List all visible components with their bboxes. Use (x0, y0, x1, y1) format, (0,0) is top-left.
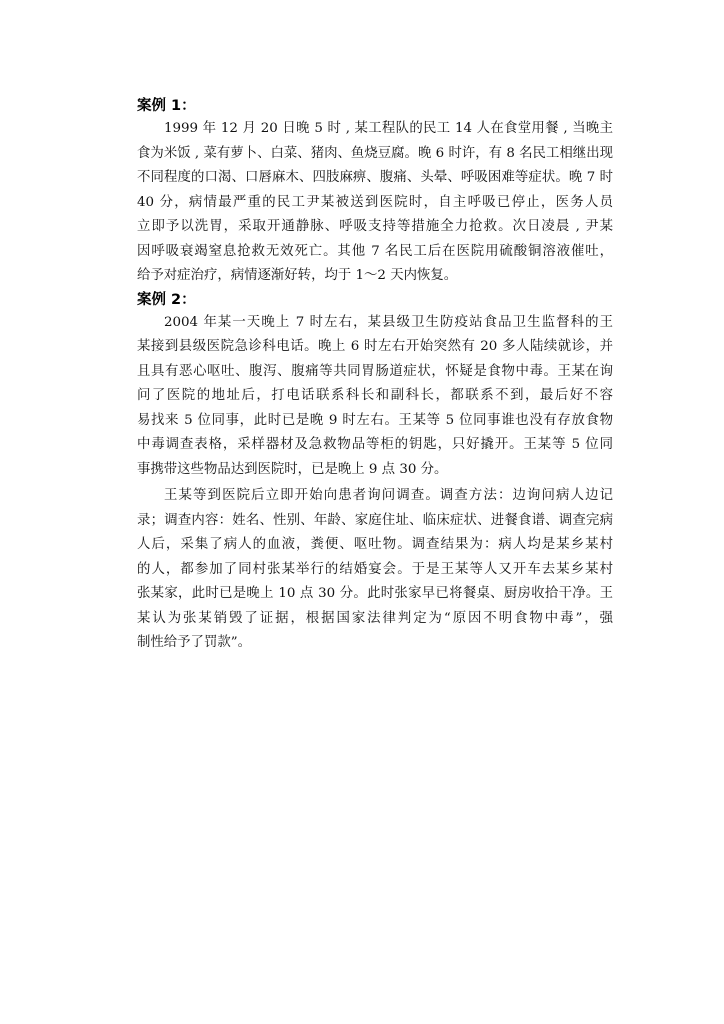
case2-para1-line: 2004 年某一天晚上 7 时左右，某县级卫生防疫站食品卫生监督科的王 (164, 314, 613, 330)
case1-heading: 案例 1： (137, 98, 196, 114)
case1-line: 1999 年 12 月 20 日晚 5 时 , 某工程队的民工 14 人在食堂用餐 , 当晚主 (164, 121, 613, 136)
case2-para1-line: 且具有恶心呕吐、腹泻、腹痛等共同胃肠道症状，怀疑是食物中毒。王某在询 (137, 363, 613, 379)
case1-line: 因呼吸衰竭窒息抢救无效死亡。其他 7 名民工后在医院用硫酸铜溶液催吐， (137, 243, 613, 259)
case2-para1-line: 易找来 5 位同事，此时已是晚 9 时左右。王某等 5 位同事谁也没有存放食物 (137, 412, 613, 428)
document-body (137, 95, 613, 656)
case2-para2-line: 人后，采集了病人的血液，粪便、呕吐物。调查结果为：病人均是某乡某村 (137, 537, 613, 552)
case2-para1-line: 问了医院的地址后，打电话联系科长和副科长，都联系不到，最后好不容 (137, 388, 613, 403)
case2-heading: 案例 2： (137, 291, 196, 308)
case1-line: 食为米饭 , 菜有萝卜、白菜、猪肉、鱼烧豆腐。晚 6 时许，有 8 名民工相继出现 (137, 145, 613, 161)
case1-paragraph (137, 117, 613, 289)
case2-para2-line: 张某家，此时已是晚上 10 点 30 分。此时张家早已将餐桌、厨房收拾干净。王 (137, 586, 613, 601)
case2-para1-line: 中毒调查表格，采样器材及急救物品等柜的钥匙，只好撬开。王某等 5 位同 (137, 437, 613, 452)
case2-para1-line: 事携带这些物品达到医院时，已是晚上 9 点 30 分。 (137, 461, 448, 477)
case1-line: 立即予以洗胃，采取开通静脉、呼吸支持等措施全力抢救。次日凌晨 , 尹某 (137, 219, 613, 234)
case1-line: 40 分，病情最严重的民工尹某被送到医院时，自主呼吸已停止，医务人员 (137, 194, 613, 210)
case2-para2-line: 的人，都参加了同村张某举行的结婚宴会。于是王某等人又开车去某乡某村 (137, 561, 613, 577)
case2-paragraph-2 (137, 484, 613, 656)
case2-para2-line: 王某等到医院后立即开始向患者询问调查。调查方法：边询问病人边记 (164, 488, 613, 503)
case2-para2-line: 制性给予了罚款”。 (137, 635, 251, 650)
case2-para2-line: 录；调查内容：姓名、性别、年龄、家庭住址、临床症状、进餐食谱、调查完病 (137, 512, 613, 528)
case2-paragraph-1 (137, 311, 613, 483)
case2-para2-line: 某认为张某销毁了证据，根据国家法律判定为“原因不明食物中毒”，强 (137, 610, 613, 626)
case1-line: 不同程度的口渴、口唇麻木、四肢麻痹、腹痛、头晕、呼吸困难等症状。晚 7 时 (137, 170, 613, 185)
case1-line: 给予对症治疗，病情逐渐好转，均于 1～2 天内恢复。 (137, 268, 458, 283)
case2-para1-line: 某接到县级医院急诊科电话。晚上 6 时左右开始突然有 20 多人陆续就诊，并 (137, 339, 613, 354)
